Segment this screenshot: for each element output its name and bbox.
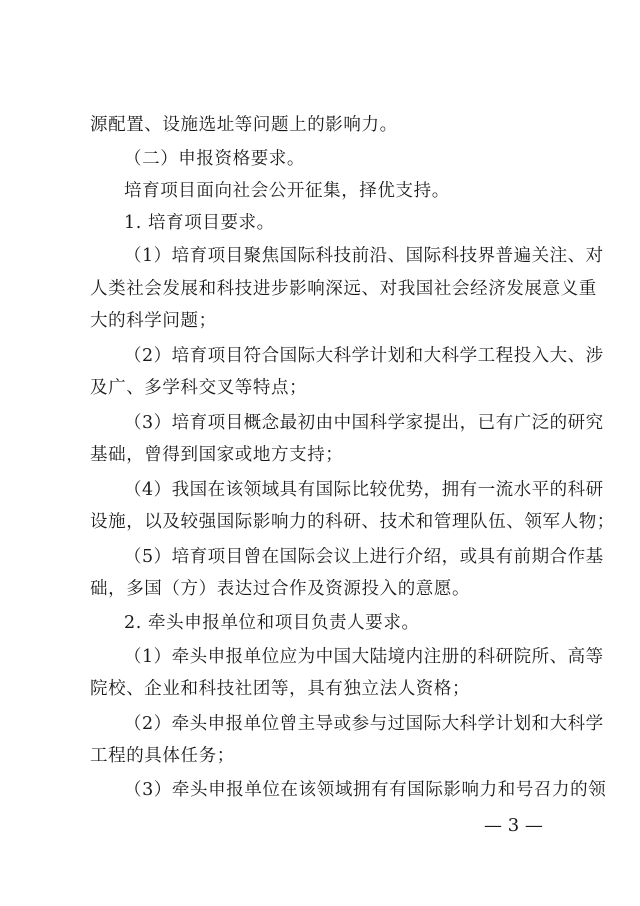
subsection-heading: 2. 牵头申报单位和项目负责人要求。	[124, 613, 420, 633]
paragraph-line: 及广、多学科交叉等特点；	[90, 378, 308, 398]
paragraph-line: （3）培育项目概念最初由中国科学家提出，已有广泛的研究	[124, 413, 604, 433]
paragraph-line: 大的科学问题；	[90, 311, 217, 331]
paragraph-line: 培育项目面向社会公开征集，择优支持。	[124, 181, 450, 201]
paragraph-line: 院校、企业和科技社团等，具有独立法人资格；	[90, 679, 471, 699]
paragraph-line: （4）我国在该领域具有国际比较优势，拥有一流水平的科研	[124, 480, 604, 500]
paragraph-line: （5）培育项目曾在国际会议上进行介绍，或具有前期合作基	[124, 547, 604, 567]
paragraph-line: （2）培育项目符合国际大科学计划和大科学工程投入大、涉	[124, 346, 604, 366]
paragraph-line: 源配置、设施选址等问题上的影响力。	[90, 115, 398, 135]
paragraph-line: 设施，以及较强国际影响力的科研、技术和管理队伍、领军人物；	[90, 512, 615, 532]
paragraph-line: （3）牵头申报单位在该领域拥有有国际影响力和号召力的领	[124, 780, 607, 800]
paragraph-line: 础，多国（方）表达过合作及资源投入的意愿。	[90, 579, 471, 599]
section-heading: （二）申报资格要求。	[124, 149, 305, 169]
paragraph-line: 人类社会发展和科技进步影响深远、对我国社会经济发展意义重	[90, 279, 597, 299]
subsection-heading: 1. 培育项目要求。	[124, 213, 275, 233]
paragraph-line: 工程的具体任务；	[90, 746, 235, 766]
paragraph-line: （1）牵头申报单位应为中国大陆境内注册的科研院所、高等	[124, 647, 604, 667]
paragraph-line: （1）培育项目聚焦国际科技前沿、国际科技界普遍关注、对	[124, 246, 604, 266]
page-number: — 3 —	[484, 815, 543, 836]
paragraph-line: 基础，曾得到国家或地方支持；	[90, 445, 344, 465]
paragraph-line: （2）牵头申报单位曾主导或参与过国际大科学计划和大科学	[124, 714, 604, 734]
